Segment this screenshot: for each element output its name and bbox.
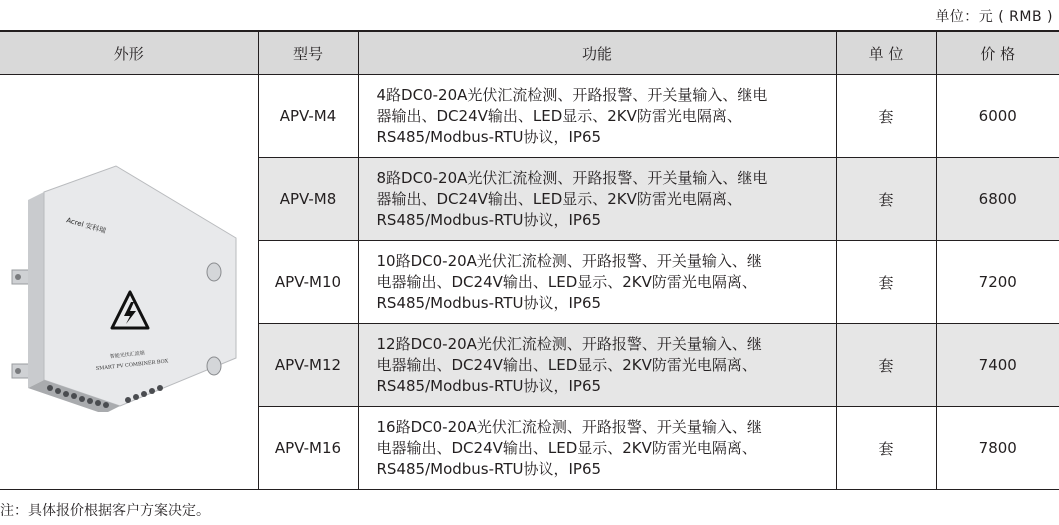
- price-cell: 7200: [936, 241, 1059, 324]
- box-label-cn: 智能光伏汇流箱: [109, 350, 145, 360]
- function-line: RS485/Modbus-RTU协议，IP65: [376, 127, 602, 146]
- unit-note: 单位：元 ( RMB ): [935, 9, 1053, 25]
- function-line: RS485/Modbus-RTU协议，IP65: [376, 459, 602, 478]
- model-cell: APV-M4: [258, 75, 358, 158]
- unit-cell: 套: [836, 407, 936, 490]
- footnote: 注：具体报价根据客户方案决定。: [0, 503, 210, 519]
- product-image-cell: [0, 75, 258, 490]
- price-cell: 6800: [936, 158, 1059, 241]
- function-line: 16路DC0-20A光伏汇流检测、开路报警、开关量输入、继: [376, 417, 762, 436]
- function-line: 电器输出、DC24V输出、LED显示、2KV防雷光电隔离、: [376, 355, 757, 374]
- header-price: 价 格: [936, 31, 1059, 75]
- function-cell: [358, 407, 836, 490]
- header-appearance: 外形: [0, 31, 258, 75]
- function-line: 12路DC0-20A光伏汇流检测、开路报警、开关量输入、继: [376, 334, 762, 353]
- function-line: RS485/Modbus-RTU协议，IP65: [376, 376, 602, 395]
- header-function: 功能: [358, 31, 836, 75]
- price-table: [0, 30, 1059, 490]
- box-label-en: SMART PV COMBINER BOX: [95, 358, 169, 372]
- function-cell: [358, 75, 836, 158]
- function-line: RS485/Modbus-RTU协议，IP65: [376, 210, 602, 229]
- model-cell: APV-M16: [258, 407, 358, 490]
- function-cell: [358, 324, 836, 407]
- price-cell: 6000: [936, 75, 1059, 158]
- function-line: 电器输出、DC24V输出、LED显示、2KV防雷光电隔离、: [376, 272, 757, 291]
- model-cell: APV-M8: [258, 158, 358, 241]
- table-row: [0, 75, 1059, 158]
- function-cell: [358, 241, 836, 324]
- function-line: 电器输出、DC24V输出、LED显示、2KV防雷光电隔离、: [376, 438, 757, 457]
- function-cell: [358, 158, 836, 241]
- function-line: 8路DC0-20A光伏汇流检测、开路报警、开关量输入、继电: [376, 168, 768, 187]
- function-line: 器输出、DC24V输出、LED显示、2KV防雷光电隔离、: [376, 189, 742, 208]
- price-cell: 7800: [936, 407, 1059, 490]
- price-cell: 7400: [936, 324, 1059, 407]
- function-line: 4路DC0-20A光伏汇流检测、开路报警、开关量输入、继电: [376, 85, 768, 104]
- table-header-row: [0, 31, 1059, 75]
- model-cell: APV-M12: [258, 324, 358, 407]
- unit-cell: 套: [836, 158, 936, 241]
- header-model: 型号: [258, 31, 358, 75]
- function-line: RS485/Modbus-RTU协议，IP65: [376, 293, 602, 312]
- function-line: 10路DC0-20A光伏汇流检测、开路报警、开关量输入、继: [376, 251, 762, 270]
- model-cell: APV-M10: [258, 241, 358, 324]
- unit-cell: 套: [836, 241, 936, 324]
- header-unit: 单 位: [836, 31, 936, 75]
- product-image: [4, 152, 254, 412]
- brand-logo-text: Acrel 安科瑞: [65, 216, 107, 236]
- function-line: 器输出、DC24V输出、LED显示、2KV防雷光电隔离、: [376, 106, 742, 125]
- unit-cell: 套: [836, 324, 936, 407]
- unit-cell: 套: [836, 75, 936, 158]
